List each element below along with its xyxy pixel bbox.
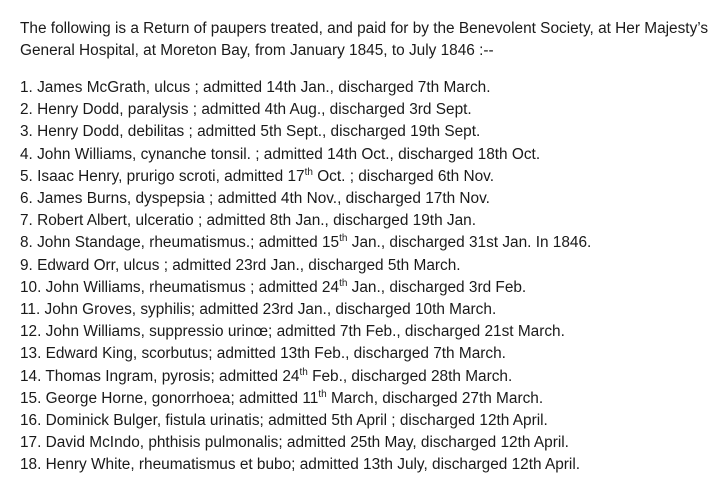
list-item: 1. James McGrath, ulcus ; admitted 14th Jan., discharged 7th March. [20,79,491,96]
list-item: 7. Robert Albert, ulceratio ; admitted 8th Jan., discharged 19th Jan. [20,212,476,230]
list-item: 6. James Burns, dyspepsia ; admitted 4th Nov., discharged 17th Nov. [20,190,490,208]
list-item: 16. Dominick Bulger, fistula urinatis; admitted 5th April ; discharged 12th April. [20,412,548,430]
list-item: 17. David McIndo, phthisis pulmonalis; admitted 25th May, discharged 12th April. [20,434,569,452]
list-item: 13. Edward King, scorbutus; admitted 13th Feb., discharged 7th March. [20,345,506,363]
list-item: 10. John Williams, rheumatismus ; admitted 24th Jan., discharged 3rd Feb. [20,277,527,296]
list-item: 11. John Groves, syphilis; admitted 23rd Jan., discharged 10th March. [20,301,497,319]
patient-list [20,77,712,477]
list-item: 12. John Williams, suppressio urinœ; admitted 7th Feb., discharged 21st March. [20,323,565,341]
list-item: 2. Henry Dodd, paralysis ; admitted 4th Aug., discharged 3rd Sept. [20,101,472,119]
intro-paragraph: The following is a Return of paupers treated, and paid for by the Benevolent Society, at Her Majesty’s General Hospital, at Moreton Bay, from January 1845, to July 1846 :-- [20,20,709,59]
list-item: 14. Thomas Ingram, pyrosis; admitted 24th Feb., discharged 28th March. [20,366,513,385]
list-item: 5. Isaac Henry, prurigo scroti, admitted 17th Oct. ; discharged 6th Nov. [20,166,494,185]
list-item: 9. Edward Orr, ulcus ; admitted 23rd Jan., discharged 5th March. [20,256,461,274]
list-item: 8. John Standage, rheumatismus.; admitted 15th Jan., discharged 31st Jan. In 1846. [20,233,592,252]
list-item: 3. Henry Dodd, debilitas ; admitted 5th Sept., discharged 19th Sept. [20,123,481,141]
list-item: 4. John Williams, cynanche tonsil. ; admitted 14th Oct., discharged 18th Oct. [20,145,541,163]
list-item: 18. Henry White, rheumatismus et bubo; admitted 13th July, discharged 12th April. [20,456,581,474]
list-item: 15. George Horne, gonorrhoea; admitted 11th March, discharged 27th March. [20,388,544,407]
